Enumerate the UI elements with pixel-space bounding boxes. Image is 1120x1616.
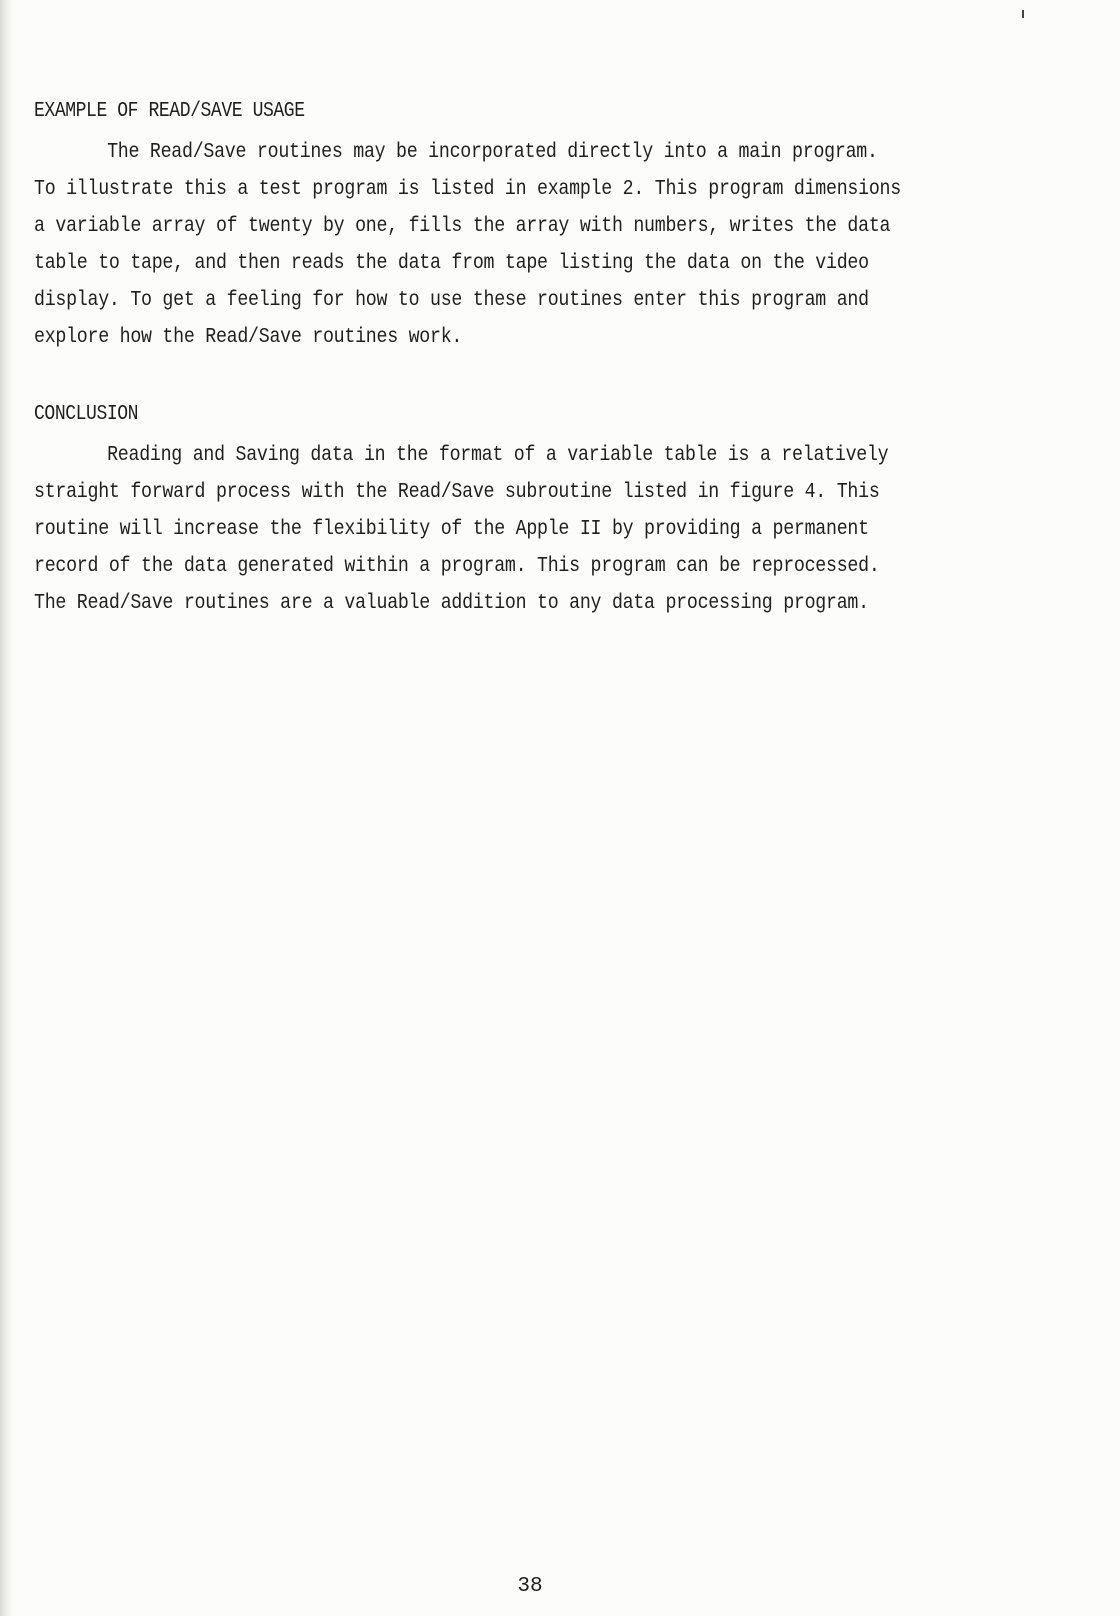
section-example-usage <box>34 100 1074 356</box>
page-number: 38 <box>517 1575 543 1598</box>
paragraph-line: table to tape, and then reads the data from tape listing the data on the video <box>34 252 869 275</box>
section-paragraph <box>34 427 1074 622</box>
page-edge-shadow <box>0 0 14 1616</box>
paragraph-line: routine will increase the flexibility of the Apple II by providing a permanent <box>34 518 869 541</box>
paragraph-line: To illustrate this a test program is listed in example 2. This program dimensions <box>34 178 901 201</box>
paragraph-line: Reading and Saving data in the format of a variable table is a relatively <box>107 444 889 467</box>
section-heading: EXAMPLE OF READ/SAVE USAGE <box>34 100 305 123</box>
paragraph-line: straight forward process with the Read/Save subroutine listed in figure 4. This <box>34 481 880 504</box>
section-paragraph <box>34 124 1074 356</box>
paragraph-line: explore how the Read/Save routines work. <box>34 326 463 349</box>
paragraph-line: record of the data generated within a program. This program can be reprocessed. <box>34 555 880 578</box>
paragraph-line: The Read/Save routines may be incorporated directly into a main program. <box>107 141 878 164</box>
page-mark <box>1022 10 1024 18</box>
paragraph-line: The Read/Save routines are a valuable addition to any data processing program. <box>34 592 869 615</box>
section-heading: CONCLUSION <box>34 403 139 426</box>
paragraph-line: a variable array of twenty by one, fills the array with numbers, writes the data <box>34 215 891 238</box>
paragraph-line: display. To get a feeling for how to use these routines enter this program and <box>34 289 869 312</box>
section-conclusion <box>34 403 1074 622</box>
